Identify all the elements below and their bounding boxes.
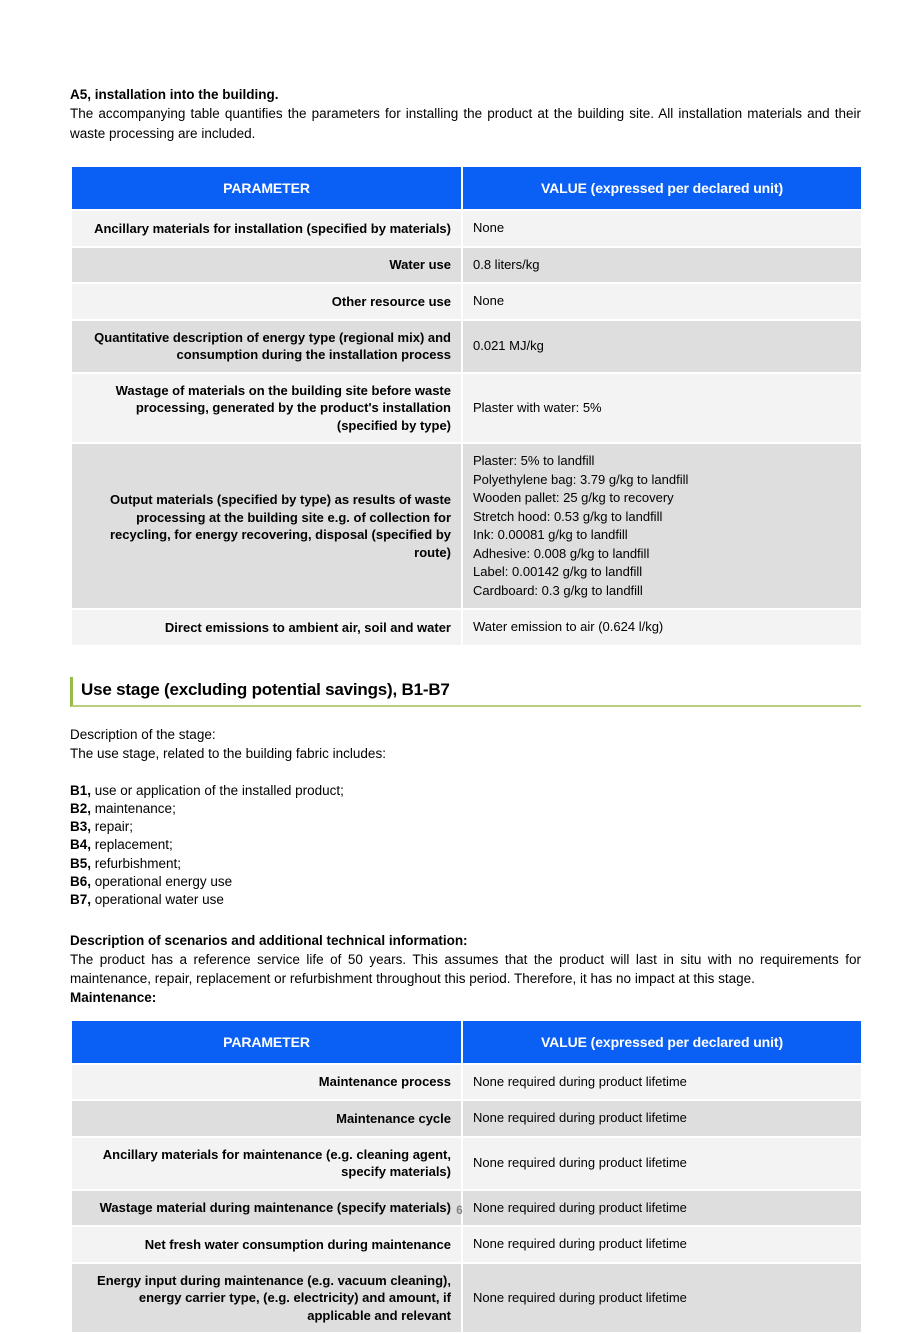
spacer: [70, 647, 861, 677]
section-title-a5: A5, installation into the building.: [70, 87, 279, 102]
row-parameter: Ancillary materials for maintenance (e.g. cleaning agent, specify materials): [71, 1137, 462, 1190]
table-header-row: [71, 166, 862, 210]
table-row: [71, 1064, 862, 1101]
installation-table: [70, 165, 863, 647]
value-line: Stretch hood: 0.53 g/kg to landfill: [473, 508, 663, 524]
use-stage-description-label: Description of the stage:: [70, 726, 216, 742]
module-text: operational energy use: [91, 873, 233, 889]
row-value: Water emission to air (0.624 l/kg): [462, 609, 862, 646]
list-item: [70, 836, 861, 854]
table-row: [71, 609, 862, 646]
row-parameter: Energy input during maintenance (e.g. vacuum cleaning), energy carrier type, (e.g. electricity) and amount, if applicable and relevant: [71, 1263, 462, 1334]
table-row: [71, 247, 862, 284]
table-row: [71, 1226, 862, 1263]
list-item: [70, 855, 861, 873]
list-item: [70, 782, 861, 800]
row-value: None: [462, 210, 862, 247]
section-heading-use-stage: Use stage (excluding potential savings), B1-B7: [70, 677, 861, 707]
row-parameter: Maintenance cycle: [71, 1100, 462, 1137]
table-row: [71, 210, 862, 247]
use-stage-module-list: [70, 782, 861, 910]
row-value: 0.021 MJ/kg: [462, 320, 862, 373]
page-number: 6: [456, 1205, 463, 1217]
table-row: [71, 283, 862, 320]
use-stage-description-line: The use stage, related to the building fabric includes:: [70, 746, 386, 761]
row-value: None required during product lifetime: [462, 1263, 862, 1334]
value-line: Wooden pallet: 25 g/kg to recovery: [473, 490, 674, 505]
module-code: B7,: [70, 892, 92, 908]
value-line: Label: 0.00142 g/kg to landfill: [473, 564, 643, 579]
module-text: maintenance;: [91, 800, 176, 816]
scenarios-title: Description of scenarios and additional technical information:: [70, 932, 468, 948]
row-value: None required during product lifetime: [462, 1100, 862, 1137]
maintenance-label: Maintenance:: [70, 989, 157, 1005]
row-parameter: Other resource use: [71, 283, 462, 320]
module-code: B2,: [70, 800, 92, 816]
spacer: [70, 707, 861, 725]
row-parameter: Quantitative description of energy type (regional mix) and consumption during the installation process: [71, 320, 462, 373]
row-value: None required during product lifetime: [462, 1226, 862, 1263]
value-line: Adhesive: 0.008 g/kg to landfill: [473, 545, 650, 561]
value-line: Ink: 0.00081 g/kg to landfill: [473, 527, 628, 542]
list-item: [70, 873, 861, 891]
spacer: [70, 764, 861, 782]
module-code: B5,: [70, 855, 92, 871]
table-row: [71, 1137, 862, 1190]
module-text: replacement;: [91, 837, 173, 853]
row-value: Plaster with water: 5%: [462, 373, 862, 444]
list-item: [70, 800, 861, 818]
table-header-row: [71, 1020, 862, 1064]
row-parameter: Direct emissions to ambient air, soil and water: [71, 609, 462, 646]
module-code: B6,: [70, 873, 92, 889]
table-row: [71, 1100, 862, 1137]
row-value-multiline: [462, 443, 862, 609]
spacer: [70, 910, 861, 932]
scenarios-paragraph: The product has a reference service life of 50 years. This assumes that the product will last in situ with no requirements for maintenance, repair, replacement or refurbishment throughout this period. Therefore, it has no impact at this stage.: [70, 951, 861, 987]
table-row: [71, 373, 862, 444]
row-parameter: Water use: [71, 247, 462, 284]
module-code: B3,: [70, 819, 92, 835]
value-line: Cardboard: 0.3 g/kg to landfill: [473, 582, 643, 598]
row-parameter: Net fresh water consumption during maintenance: [71, 1226, 462, 1263]
table-row: [71, 1263, 862, 1334]
module-text: repair;: [91, 819, 134, 835]
row-parameter: Output materials (specified by type) as results of waste processing at the building site e.g. of collection for recycling, for energy recovering, disposal (specified by route): [71, 443, 462, 609]
row-value: None required during product lifetime: [462, 1064, 862, 1101]
page-content: [70, 86, 861, 1334]
row-value: None: [462, 283, 862, 320]
row-parameter: Wastage material during maintenance (specify materials): [71, 1190, 462, 1227]
list-item: [70, 891, 861, 909]
table-row: [71, 320, 862, 373]
row-value: None required during product lifetime: [462, 1137, 862, 1190]
spacer: [70, 1007, 861, 1019]
module-text: operational water use: [91, 892, 224, 908]
module-code: B4,: [70, 837, 92, 853]
value-line: Plaster: 5% to landfill: [473, 453, 595, 468]
row-value: 0.8 liters/kg: [462, 247, 862, 284]
spacer: [70, 143, 861, 165]
row-value: None required during product lifetime: [462, 1190, 862, 1227]
intro-paragraph: The accompanying table quantifies the parameters for installing the product at the building site. All installation materials and their waste processing are included.: [70, 106, 861, 141]
column-header-parameter: PARAMETER: [71, 166, 462, 210]
module-text: refurbishment;: [91, 855, 182, 871]
list-item: [70, 818, 861, 836]
row-parameter: Maintenance process: [71, 1064, 462, 1101]
column-header-value: VALUE (expressed per declared unit): [462, 166, 862, 210]
table-row: [71, 443, 862, 609]
column-header-parameter: PARAMETER: [71, 1020, 462, 1064]
row-parameter: Ancillary materials for installation (specified by materials): [71, 210, 462, 247]
maintenance-table: [70, 1019, 863, 1334]
module-code: B1,: [70, 782, 92, 798]
value-line: Polyethylene bag: 3.79 g/kg to landfill: [473, 471, 689, 487]
column-header-value: VALUE (expressed per declared unit): [462, 1020, 862, 1064]
module-text: use or application of the installed product;: [91, 782, 344, 798]
row-parameter: Wastage of materials on the building site before waste processing, generated by the product's installation (specified by type): [71, 373, 462, 444]
